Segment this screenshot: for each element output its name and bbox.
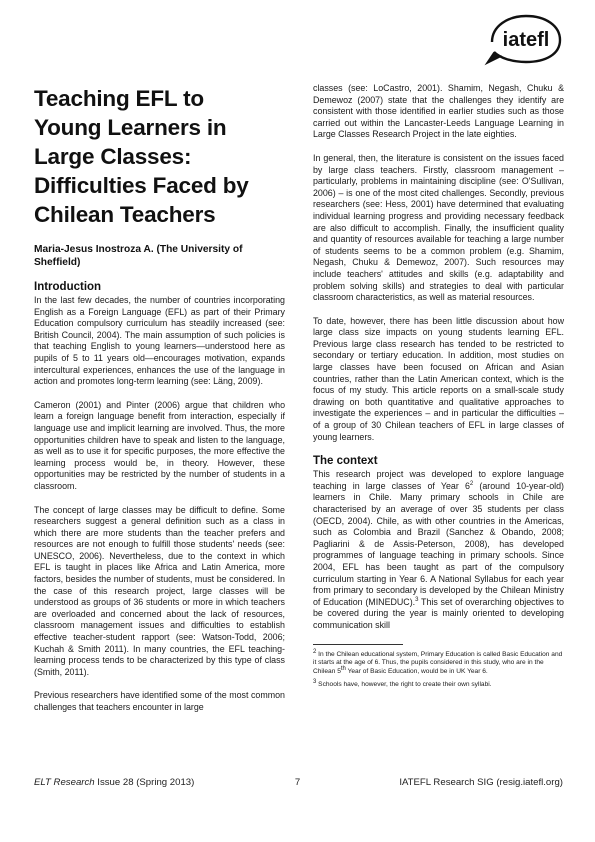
context-heading: The context (313, 455, 378, 468)
context-paragraph (313, 469, 564, 631)
footnote-divider (313, 644, 403, 645)
ordinal-suffix: th (340, 665, 346, 672)
iatefl-logo (482, 12, 564, 66)
footnote (313, 648, 564, 677)
page-number: 7 (294, 777, 301, 788)
right-column (313, 83, 564, 694)
footnote (313, 678, 564, 690)
footnote-ref: 3 (415, 596, 419, 603)
footnote-ref: 2 (469, 480, 474, 487)
journal-issue: Issue 28 (Spring 2013) (94, 777, 195, 788)
context-text: (around 10-year-old) learners in Chile. Many primary schools in Chile are characterised by an average of over 35 students per class (OECD, 2004). Chile, as with other countries in the Americas, such as Colombia and Brazil (Sanchez & Obando, 2008; Pagliarini & de Assis-Peterson, 2008), has developed programmes of language teaching in primary schools. Since 2004, EFL has been taught as part of the compulsory curriculum starting in Year 6. A National Syllabus for each year from primary to secondary is developed by the Chilean Ministry of Education (MINEDUC). (313, 480, 564, 607)
left-column (34, 84, 285, 714)
article-author: Maria-Jesus Inostroza A. (The University of Sheffield) (34, 244, 243, 268)
footnote-text: Year of Basic Education, would be in UK Year 6. (345, 668, 488, 676)
logo-text: iatefl (502, 29, 550, 51)
body-paragraph: To date, however, there has been little discussion about how large class size impacts on young students learning EFL. Previous large class research has tended to be restricted to secondary or tertiary education. In addition, most studies on large classes have been focused on African and Asian countries, rather than the Latin American context, which is the focus of my study. This article reports on a small-scale study drawing on both quantitative and qualitative approaches to investigate the experiences – and in particular the difficulties – of a group of 30 Chilean teachers of EFL in large classes of young learners. (313, 315, 564, 442)
body-paragraph: classes (see: LoCastro, 2001). Shamim, Negash, Chuku & Demewoz (2007) state that the challenges they identify are consistent with those identified in earlier studies such as those carried out within the Lancaster-Leeds Language Learning in Large Classes Research Project in the late eighties. (313, 83, 564, 140)
footnote-number: 3 (313, 678, 317, 685)
article-title: Teaching EFL to Young Learners in Large Classes: Difficulties Faced by Chilean Teachers (34, 86, 249, 227)
context-text: This set of overarching objectives to be covered during the year is mainly oriented to developing communication skill (313, 596, 564, 630)
context-text: This research project was developed to explore language teaching in large classes of Year 6 (313, 469, 564, 491)
body-paragraph: Previous researchers have identified some of the most common challenges that teachers encounter in large (34, 690, 285, 712)
body-paragraph: The concept of large classes may be difficult to define. Some researchers suggest a general definition such as a class in which there are more students than the teacher prefers and resources are not enough to fulfill those students' needs (see: UNESCO, 2006). Nevertheless, due to the context in which EFL is taught in places like Africa and Latin America, more factors, besides the number of students, must be considered. In the case of this research project, large classes will be understood as groups of 36 students or more in which teachers are overloaded and concerned about the lack of resources, classroom management issues and difficulties to establish effective teacher-student rapport (see: Watson-Todd, 2006; Kuchah & Smith 2011). In many countries, the EFL teaching-learning process tends to be characterized by this type of class (Smith, 2011). (34, 504, 285, 677)
body-paragraph: Cameron (2001) and Pinter (2006) argue that children who learn a foreign language benefit from interaction, especially if language use and implicit learning are involved. Thus, the more opportunities children have to speak and listen to the language, as well as to use it for specific purposes, the more effective the learning process would be, in theory. However, these opportunities may be restricted by the number of students in a classroom. (34, 399, 285, 491)
intro-heading: Introduction (34, 281, 102, 293)
footer-sig: IATEFL Research SIG (resig.iatefl.org) (399, 777, 563, 788)
footnote-text: Schools have, however, the right to create their own syllabi. (316, 680, 492, 688)
body-paragraph: In general, then, the literature is consistent on the issues faced by large class teachers. Firstly, classroom management – particularly, problems in maintaining discipline (see: O'Sullivan, 2006) – is one of the most cited challenges. Secondly, previous researchers (see: Hess, 2001) have determined that evaluating individual learning progress and providing necessary feedback are also difficult to accomplish. Finally, the insufficient quality and quantity of resources available for teaching a large number of students seems to be a common problem (e.g. Shamim, Negash, Chuku & Demewoz, 2007). Such resources may include teachers' attitudes and skills (e.g. adaptability and problem solving skills) and strategies to deal with particular classroom characteristics, as well as material resources. (313, 152, 564, 303)
footnote-text: In the Chilean educational system, Primary Education is called Basic Education and it starts at the age of 6. Thus, the pupils considered in this study, who are in the Chilean 5 (313, 650, 563, 676)
footnote-number: 2 (313, 648, 317, 655)
intro-paragraph: In the last few decades, the number of countries incorporating English as a Foreign Language (EFL) as part of their Primary Education compulsory curriculum has steadily increased (see: British Council, 2004). The main assumption of such policies is that teaching English to young learners—understood here as pupils of 5 to 11 years old—encourages motivation, expands intercultural experiences, enhances the use of the language in action and promotes long-term learning (see: Läng, 2009). (34, 295, 285, 387)
journal-name: ELT Research (34, 777, 95, 788)
